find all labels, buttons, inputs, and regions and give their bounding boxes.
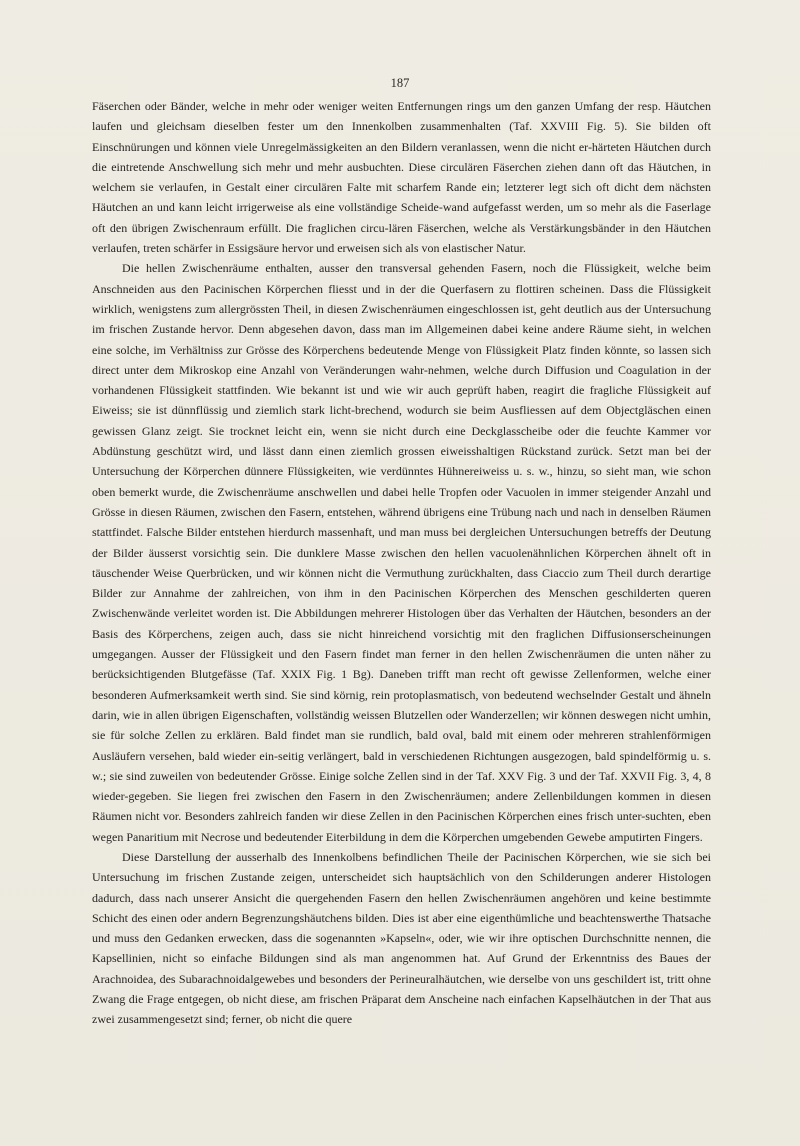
- paragraph-2: Die hellen Zwischenräume enthalten, ausser den transversal gehenden Fasern, noch die Flüssigkeit, welche beim Anschneiden aus den Pacinischen Körperchen fliesst und in der die Querfasern zu flottiren scheinen. Dass die Flüssigkeit wirklich, wenigstens zum allergrössten Theil, in diesen Zwischenräumen eingeschlossen ist, geht deutlich aus der Untersuchung im frischen Zustande hervor. Denn abgesehen davon, dass man im Allgemeinen dabei keine andere Räume sieht, in welchen eine solche, im Verhältniss zur Grösse des Körperchens bedeutende Menge von Flüssigkeit Platz finden könnte, so lassen sich direct unter dem Mikroskop eine Anzahl von Veränderungen wahr-nehmen, welche durch Diffusion und Coagulation in der vorhandenen Flüssigkeit stattfinden. Wie bekannt ist und wie wir auch geprüft haben, reagirt die fragliche Flüssigkeit auf Eiweiss; sie ist dünnflüssig und ziemlich stark licht-brechend, wodurch sie beim Ausfliessen auf dem Objectgläschen einen gewissen Glanz zeigt. Sie trocknet leicht ein, wenn sie nicht durch eine Deckglasscheibe oder die feuchte Kammer vor Abdünstung geschützt wird, und lässt dann einen ziemlich grossen eiweisshaltigen Rückstand zurück. Setzt man bei der Untersuchung der Körperchen dünnere Flüssigkeiten, wie verdünntes Hühnereiweiss u. s. w., hinzu, so sieht man, wie schon oben bemerkt wurde, die Zwischenräume anschwellen und dabei helle Tropfen oder Vacuolen in immer steigender Anzahl und Grösse in diesen Räumen, zwischen den Fasern, entstehen, während übrigens eine Trübung nach und nach in denselben Räumen stattfindet. Falsche Bilder entstehen hierdurch massenhaft, und man muss bei dergleichen Untersuchungen betreffs der Deutung der Bilder äusserst vorsichtig sein. Die dunklere Masse zwischen den hellen vacuolenähnlichen Körperchen ähnelt oft in täuschender Weise Querbrücken, und wir können nicht die Vermuthung zurückhalten, dass Ciaccio zum Theil durch derartige Bilder zur Annahme der zahlreichen, von ihm in den Pacinischen Körperchen des Menschen geschilderten queren Zwischenwände verleitet worden ist. Die Abbildungen mehrerer Histologen über das Verhalten der Häutchen, besonders an der Basis des Körperchens, zeigen auch, dass sie nicht hinreichend vorsichtig mit den fraglichen Diffusionserscheinungen umgegangen. Ausser der Flüssigkeit und den Fasern findet man ferner in den hellen Zwischenräumen die unten näher zu berücksichtigenden Blutgefässe (Taf. XXIX Fig. 1 Bg). Daneben trifft man recht oft gewisse Zellenformen, welche einer besonderen Aufmerksamkeit werth sind. Sie sind körnig, rein protoplasmatisch, von bedeutend wechselnder Gestalt und ähneln darin, wie in allen übrigen Eigenschaften, vollständig weissen Blutzellen oder Wanderzellen; wir können deswegen nicht umhin, sie für solche Zellen zu erklären. Bald findet man sie rundlich, bald oval, bald mit einem oder mehreren strahlenförmigen Ausläufern versehen, bald wieder ein-seitig verlängert, bald in verschiedenen Richtungen ausgezogen, bald spindelförmig u. s. w.; sie sind zuweilen von bedeutender Grösse. Einige solche Zellen sind in der Taf. XXV Fig. 3 und der Taf. XXVII Fig. 3, 4, 8 wieder-gegeben. Sie liegen frei zwischen den Fasern in den Zwischenräumen; andere Zellenbildungen kommen in diesen Räumen nicht vor. Besonders zahlreich fanden wir diese Zellen in den Pacinischen Körperchen eines frisch unter-suchten, eben wegen Panaritium mit Necrose und bedeutender Eiterbildung in dem die Körperchen umgebenden Gewebe amputirten Fingers.: [92, 261, 711, 844]
- page-number: 187: [390, 76, 410, 90]
- paragraph-3: Diese Darstellung der ausserhalb des Innenkolbens befindlichen Theile der Pacinischen Körperchen, wie sie sich bei Untersuchung im frischen Zustande zeigen, unterscheidet sich hauptsächlich von den Schilderungen anderer Histologen dadurch, dass nach unserer Ansicht die quergehenden Fasern den hellen Zwischenräumen angehören und keine bestimmte Schicht des einen oder andern Begrenzungshäutchens bilden. Dies ist aber eine eigenthümliche und beachtenswerthe Thatsache und muss den Gedanken erwecken, dass die sogenannten »Kapseln«, oder, wie wir ihre optischen Durchschnitte nennen, die Kapsellinien, nicht so einfache Bildungen sind als man angenommen hat. Auf Grund der Erkenntniss des Baues der Arachnoidea, des Subarachnoidalgewebes und besonders der Perineuralhäutchen, wie derselbe von uns geschildert ist, tritt ohne Zwang die Frage entgegen, ob nicht diese, am frischen Präparat dem Anscheine nach einfachen Kapselhäutchen in der That aus zwei zusammengesetzt sind; ferner, ob nicht die quere: [92, 849, 711, 1027]
- paragraph-1: Fäserchen oder Bänder, welche in mehr oder weniger weiten Entfernungen rings um den ganzen Umfang der resp. Häutchen laufen und gleichsam dieselben fester um den Innenkolben zusammenhalten (Taf. XXVIII Fig. 5). Sie bilden oft Einschnürungen und können viele Unregelmässigkeiten an den Bildern veranlassen, wenn die nicht er-härteten Häutchen durch die eintretende Anschwellung sich mehr und mehr ausbuchten. Diese circulären Fäserchen ziehen dann oft das Häutchen, in welchem sie verlaufen, in Gestalt einer circulären Falte mit scharfem Rande ein; letzterer legt sich oft dicht dem nächsten Häutchen an und kann leicht irrigerweise als eine vollständige Scheide-wand aufgefasst werden, um so mehr als die Faserlage oft den übrigen Zwischenraum erfüllt. Die fraglichen circu-lären Fäserchen, welche als Verstärkungsbänder in den Häutchen verlaufen, treten schärfer in Essigsäure hervor und erweisen sich als von elastischer Natur.: [92, 99, 711, 256]
- body-text: [92, 96, 711, 1030]
